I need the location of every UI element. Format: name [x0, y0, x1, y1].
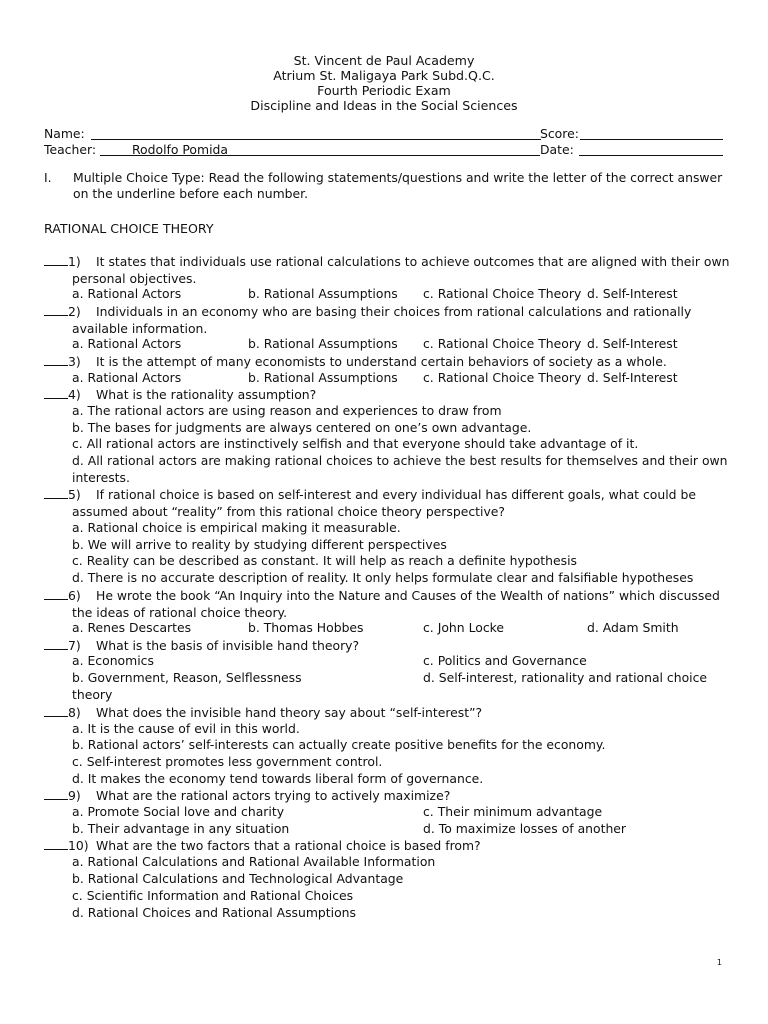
option: d. Self-Interest — [587, 370, 678, 385]
answer-blank[interactable] — [44, 486, 68, 499]
question-3: 3) It is the attempt of many economists to understand certain behaviors of society as a whole. — [44, 353, 734, 371]
option: c. Scientific Information and Rational Choices — [72, 888, 354, 903]
option: d. Self-Interest — [587, 286, 678, 301]
question-2: 2) Individuals in an economy who are basing their choices from rational calculations and rationally available information. — [44, 303, 734, 337]
answer-blank[interactable] — [44, 353, 68, 366]
answer-blank[interactable] — [44, 637, 68, 650]
option: b. Rational Assumptions — [248, 370, 398, 385]
question-10: 10) What are the two factors that a rational choice is based from? — [44, 837, 734, 855]
question-9: 9) What are the rational actors trying to actively maximize? — [44, 787, 734, 805]
page-number: 1 — [716, 958, 722, 967]
question-4: 4) What is the rationality assumption? — [44, 386, 734, 404]
teacher-row — [44, 142, 724, 158]
option: c. All rational actors are instinctively selfish and that everyone should take advantage of it. — [72, 436, 639, 451]
option: b. Rational Calculations and Technological Advantage — [72, 871, 404, 886]
option: c. Their minimum advantage — [423, 804, 603, 819]
option: a. Renes Descartes — [72, 620, 192, 635]
exam-header — [0, 53, 768, 113]
option: c. Reality can be described as constant. It will help as reach a definite hypothesis — [72, 553, 577, 568]
option: d. Adam Smith — [587, 620, 679, 635]
option: b. Thomas Hobbes — [248, 620, 364, 635]
option: b. We will arrive to reality by studying different perspectives — [72, 537, 447, 552]
option: d. Rational Choices and Rational Assumptions — [72, 905, 356, 920]
name-field[interactable] — [91, 139, 541, 140]
date-field[interactable] — [579, 155, 723, 156]
option: a. Rational Actors — [72, 336, 182, 351]
option: d. Self-interest, rationality and rational choice — [423, 670, 708, 685]
question-7: 7) What is the basis of invisible hand theory? — [44, 637, 734, 655]
section-title: RATIONAL CHOICE THEORY — [44, 221, 214, 236]
option: d. To maximize losses of another — [423, 821, 627, 836]
instructions-text: Multiple Choice Type: Read the following statements/questions and write the letter of the correct answer on the underline before each number. — [73, 170, 723, 201]
answer-blank[interactable] — [44, 837, 68, 850]
score-field[interactable] — [580, 139, 723, 140]
option: d. It makes the economy tend towards liberal form of governance. — [72, 771, 484, 786]
option: b. Government, Reason, Selflessness — [72, 670, 302, 685]
question-8: 8) What does the invisible hand theory say about “self-interest”? — [44, 704, 734, 722]
option: d. There is no accurate description of reality. It only helps formulate clear and falsifiable hypotheses — [72, 570, 694, 585]
option: a. It is the cause of evil in this world. — [72, 721, 300, 736]
option: c. Rational Choice Theory — [423, 336, 582, 351]
answer-blank[interactable] — [44, 303, 68, 316]
school-name: St. Vincent de Paul Academy — [293, 53, 475, 68]
answer-blank[interactable] — [44, 704, 68, 717]
option: b. The bases for judgments are always centered on one’s own advantage. — [72, 420, 532, 435]
option: d. Self-Interest — [587, 336, 678, 351]
option: b. Rational Assumptions — [248, 336, 398, 351]
instructions — [44, 170, 734, 202]
question-6: 6) He wrote the book “An Inquiry into the Nature and Causes of the Wealth of nations” which discussed the ideas of rational choice theory. — [44, 587, 734, 621]
option: c. Self-interest promotes less government control. — [72, 754, 383, 769]
option: c. Rational Choice Theory — [423, 370, 582, 385]
option: theory — [72, 687, 113, 702]
date-label: Date: — [540, 142, 574, 157]
option: a. Rational Actors — [72, 370, 182, 385]
exam-title: Fourth Periodic Exam — [317, 83, 451, 98]
option: a. Promote Social love and charity — [72, 804, 285, 819]
option: b. Rational Assumptions — [248, 286, 398, 301]
score-label: Score: — [540, 126, 579, 141]
option: c. John Locke — [423, 620, 505, 635]
answer-blank[interactable] — [44, 386, 68, 399]
option: a. Rational choice is empirical making it measurable. — [72, 520, 401, 535]
answer-blank[interactable] — [44, 787, 68, 800]
name-row — [44, 126, 724, 142]
question-1: 1) It states that individuals use rational calculations to achieve outcomes that are aligned with their own personal objectives. — [44, 253, 734, 287]
name-label: Name: — [44, 126, 85, 141]
teacher-label: Teacher: — [44, 142, 97, 157]
school-address: Atrium St. Maligaya Park Subd.Q.C. — [273, 68, 495, 83]
option: b. Rational actors’ self-interests can actually create positive benefits for the economy. — [72, 737, 606, 752]
option: a. The rational actors are using reason and experiences to draw from — [72, 403, 502, 418]
option: d. All rational actors are making rational choices to achieve the best results for themselves and their own — [72, 453, 728, 468]
teacher-value: Rodolfo Pomida — [132, 142, 228, 157]
option: interests. — [72, 470, 130, 485]
question-5: 5) If rational choice is based on self-interest and every individual has different goals, what could be assumed about “reality” from this rational choice theory perspective? — [44, 486, 734, 520]
option: b. Their advantage in any situation — [72, 821, 290, 836]
subject-title: Discipline and Ideas in the Social Sciences — [250, 98, 518, 113]
answer-blank[interactable] — [44, 587, 68, 600]
option: a. Rational Calculations and Rational Available Information — [72, 854, 436, 869]
option: c. Rational Choice Theory — [423, 286, 582, 301]
answer-blank[interactable] — [44, 253, 68, 266]
option: c. Politics and Governance — [423, 653, 587, 668]
instructions-number: I. — [44, 170, 52, 185]
option: a. Economics — [72, 653, 154, 668]
option: a. Rational Actors — [72, 286, 182, 301]
